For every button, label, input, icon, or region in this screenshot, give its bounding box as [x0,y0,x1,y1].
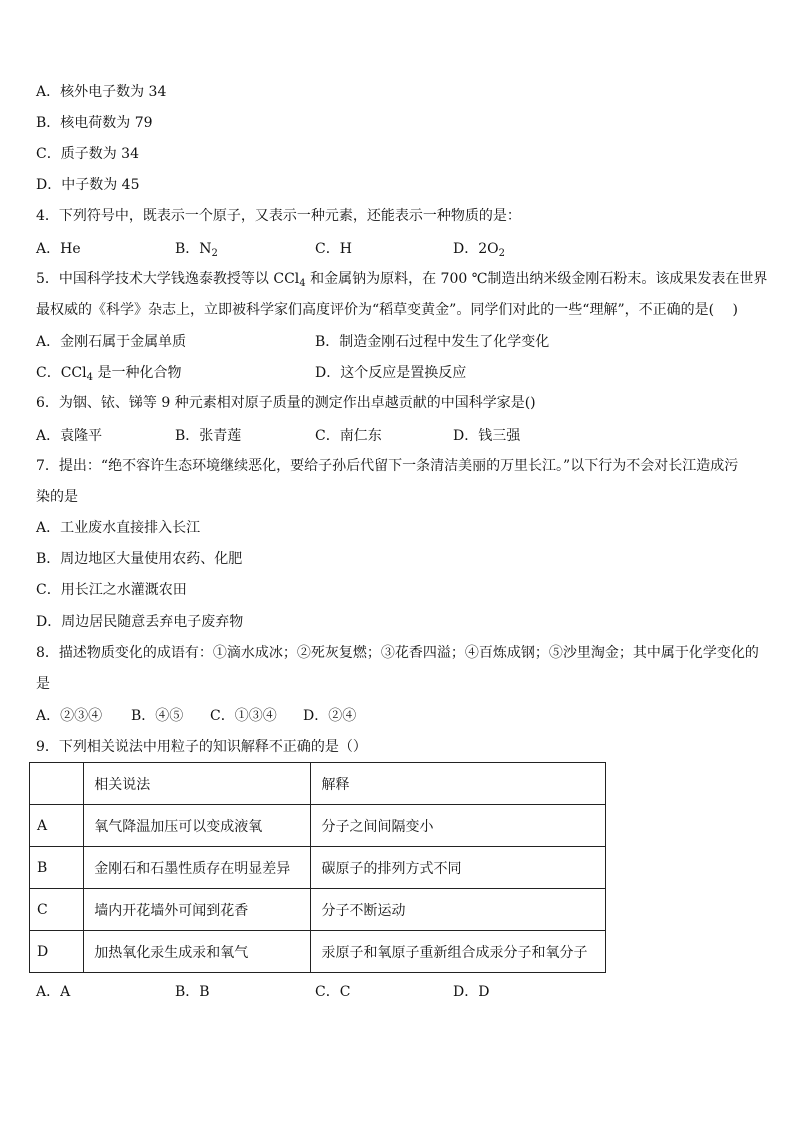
q8-option-a: A．②③④ [36,708,103,724]
q6-option-c: C．南仁东 [315,428,382,444]
q5-line1-text-end: 和金属钠为原料，在 700 ℃制造出纳米级金刚石粉末。该成果发表在世界 [305,271,768,287]
q8-option-b: B．④⑤ [131,708,184,724]
q3-option-b: B．核电荷数为 79 [36,115,153,131]
q9-table [29,762,606,973]
table-row [30,847,606,889]
table-header-cell: 相关说法 [84,763,311,805]
table-cell: 碳原子的排列方式不同 [311,847,606,889]
table-cell: 分子之间间隔变小 [311,805,606,847]
q7-stem-line2: 染的是 [36,489,78,505]
table-cell: 金刚石和石墨性质存在明显差异 [84,847,311,889]
q4-option-a: A．He [36,241,81,257]
q5-stem-line2: 最权威的《科学》杂志上，立即被科学家们高度评价为“稻草变黄金”。同学们对此的一些“理解”，不正确的是( ) [36,302,739,318]
q9-option-d: D．D [453,984,490,1000]
q5-line1-subscript: 4 [299,278,306,289]
q6-stem: 6．为铟、铱、锑等 9 种元素相对原子质量的测定作出卓越贡献的中国科学家是() [36,395,536,411]
q5-line1-text: 5．中国科学技术大学钱逸泰教授等以 CCl [36,271,300,287]
q3-option-a: A．核外电子数为 34 [36,84,167,100]
table-cell: 汞原子和氧原子重新组合成汞分子和氧分子 [311,931,606,973]
q9-option-b: B．B [175,984,210,1000]
q7-option-a: A．工业废水直接排入长江 [36,520,201,536]
q4-stem: 4．下列符号中，既表示一个原子，又表示一种元素，还能表示一种物质的是： [36,208,521,224]
q5-stem-line1 [36,269,768,289]
table-cell: B [30,847,84,889]
q3-option-c: C．质子数为 34 [36,146,139,162]
q4-option-b-subscript: 2 [211,248,218,259]
table-cell: C [30,889,84,931]
q5-option-c [36,362,181,382]
q9-option-a: A．A [36,984,71,1000]
q8-option-d: D．②④ [303,708,357,724]
table-cell: A [30,805,84,847]
q7-option-c: C．用长江之水灌溉农田 [36,582,187,598]
q8-stem-line1: 8．描述物质变化的成语有：①滴水成冰；②死灰复燃；③花香四溢；④百炼成钢；⑤沙里淘金；其中属于化学变化的 [36,645,759,661]
q4-option-c: C．H [315,241,352,257]
table-row [30,931,606,973]
q4-option-d [453,238,505,258]
q8-stem-line2: 是 [36,676,50,692]
q6-option-d: D．钱三强 [453,428,521,444]
q4-option-b-text: B．N [175,241,212,257]
table-row [30,805,606,847]
table-header-cell [30,763,84,805]
table-row [30,889,606,931]
table-cell: 墙内开花墙外可闻到花香 [84,889,311,931]
q7-stem-line1: 7．提出：“绝不容许生态环境继续恶化，要给子孙后代留下一条清洁美丽的万里长江。”以下行为不会对长江造成污 [36,458,739,474]
q5-option-c-text: C．CCl [36,365,87,381]
q9-option-c: C．C [315,984,351,1000]
q5-option-a: A．金刚石属于金属单质 [36,334,187,350]
q8-option-c: C．①③④ [210,708,277,724]
q5-option-d: D．这个反应是置换反应 [315,365,467,381]
q7-option-b: B．周边地区大量使用农药、化肥 [36,551,243,567]
q9-stem: 9．下列相关说法中用粒子的知识解释不正确的是（） [36,739,367,755]
table-cell: 加热氧化汞生成汞和氧气 [84,931,311,973]
table-header-cell: 解释 [311,763,606,805]
q4-option-d-text: D．2O [453,241,499,257]
q3-option-d: D．中子数为 45 [36,177,140,193]
q6-option-a: A．袁隆平 [36,428,103,444]
table-cell: 氧气降温加压可以变成液氧 [84,805,311,847]
table-header-row [30,763,606,805]
q4-option-b [175,238,218,258]
table-cell: 分子不断运动 [311,889,606,931]
q5-option-b: B．制造金刚石过程中发生了化学变化 [315,334,550,350]
q6-option-b: B．张青莲 [175,428,242,444]
q7-option-d: D．周边居民随意丢弃电子废弃物 [36,614,244,630]
table-cell: D [30,931,84,973]
q5-option-c-subscript: 4 [86,372,93,383]
q5-option-c-text-end: 是一种化合物 [93,365,182,381]
q4-option-d-subscript: 2 [498,248,505,259]
